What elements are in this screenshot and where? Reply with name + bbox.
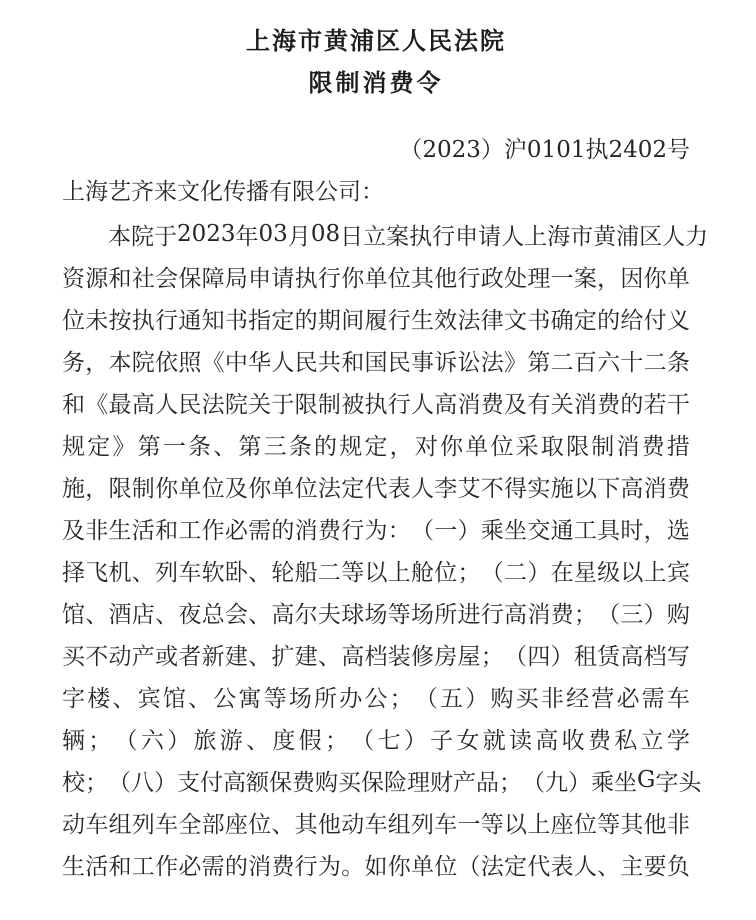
body-line: 买 不 动 产 或 者 新 建 、 扩 建 、 高 档 装 修 房 屋 ； （ 四 ） 租 赁 高 档 写 (62, 643, 690, 670)
body-line: 生 活 和 工 作 必 需 的 消 费 行 为 。 如 你 单 位 （ 法 定 代 表 人 、 主 要 负 (62, 853, 690, 880)
body-line: 规 定 》 第 一 条 、 第 三 条 的 规 定 ， 对 你 单 位 采 取 限 制 消 费 措 (62, 433, 690, 460)
court-name-heading: 上海市黄浦区人民法院 (246, 26, 506, 55)
body-line: 辆 ； （ 六 ） 旅 游 、 度 假 ； （ 七 ） 子 女 就 读 高 收 费 私 立 学 (62, 727, 690, 754)
body-line: 本 院 于 2023 年 03 月 08 日 立 案 执 行 申 请 人 上 海 市 黄 浦 区 人 力 (108, 221, 709, 250)
body-line: 字 楼 、 宾 馆 、 公 寓 等 场 所 办 公 ； （ 五 ） 购 买 非 经 营 必 需 车 (62, 685, 690, 712)
document-title: 限制消费令 (308, 68, 444, 97)
case-number: （2023）沪0101执2402号 (399, 137, 690, 163)
body-paragraph (62, 213, 709, 885)
body-line: 务 ， 本 院 依 照 《 中 华 人 民 共 和 国 民 事 诉 讼 法 》 第 二 百 六 十 二 条 (62, 349, 690, 376)
body-line: 择 飞 机 、 列 车 软 卧 、 轮 船 二 等 以 上 舱 位 ； （ 二 ） 在 星 级 以 上 宾 (62, 559, 690, 586)
body-line: 和 《 最 高 人 民 法 院 关 于 限 制 被 执 行 人 高 消 费 及 有 关 消 费 的 若 干 (62, 391, 690, 418)
body-line: 及 非 生 活 和 工 作 必 需 的 消 费 行 为 ： （ 一 ） 乘 坐 交 通 工 具 时 ， 选 (62, 517, 690, 544)
body-line: 施 ， 限 制 你 单 位 及 你 单 位 法 定 代 表 人 李 艾 不 得 实 施 以 下 高 消 费 (62, 475, 690, 502)
body-line: 资 源 和 社 会 保 障 局 申 请 执 行 你 单 位 其 他 行 政 处 理 一 案 ， 因 你 单 (62, 265, 690, 292)
body-line: 校 ； （ 八 ） 支 付 高 额 保 费 购 买 保 险 理 财 产 品 ； （ 九 ） 乘 坐 G 字 头 (62, 767, 702, 796)
body-line: 动 车 组 列 车 全 部 座 位 、 其 他 动 车 组 列 车 一 等 以 上 座 位 等 其 他 非 (62, 811, 690, 838)
body-line: 位 未 按 执 行 通 知 书 指 定 的 期 间 履 行 生 效 法 律 文 书 确 定 的 给 付 义 (62, 307, 690, 334)
body-line: 馆 、 酒 店 、 夜 总 会 、 高 尔 夫 球 场 等 场 所 进 行 高 消 费 ； （ 三 ） 购 (62, 601, 690, 628)
addressee-line: 上海艺齐来文化传播有限公司： (62, 179, 384, 205)
